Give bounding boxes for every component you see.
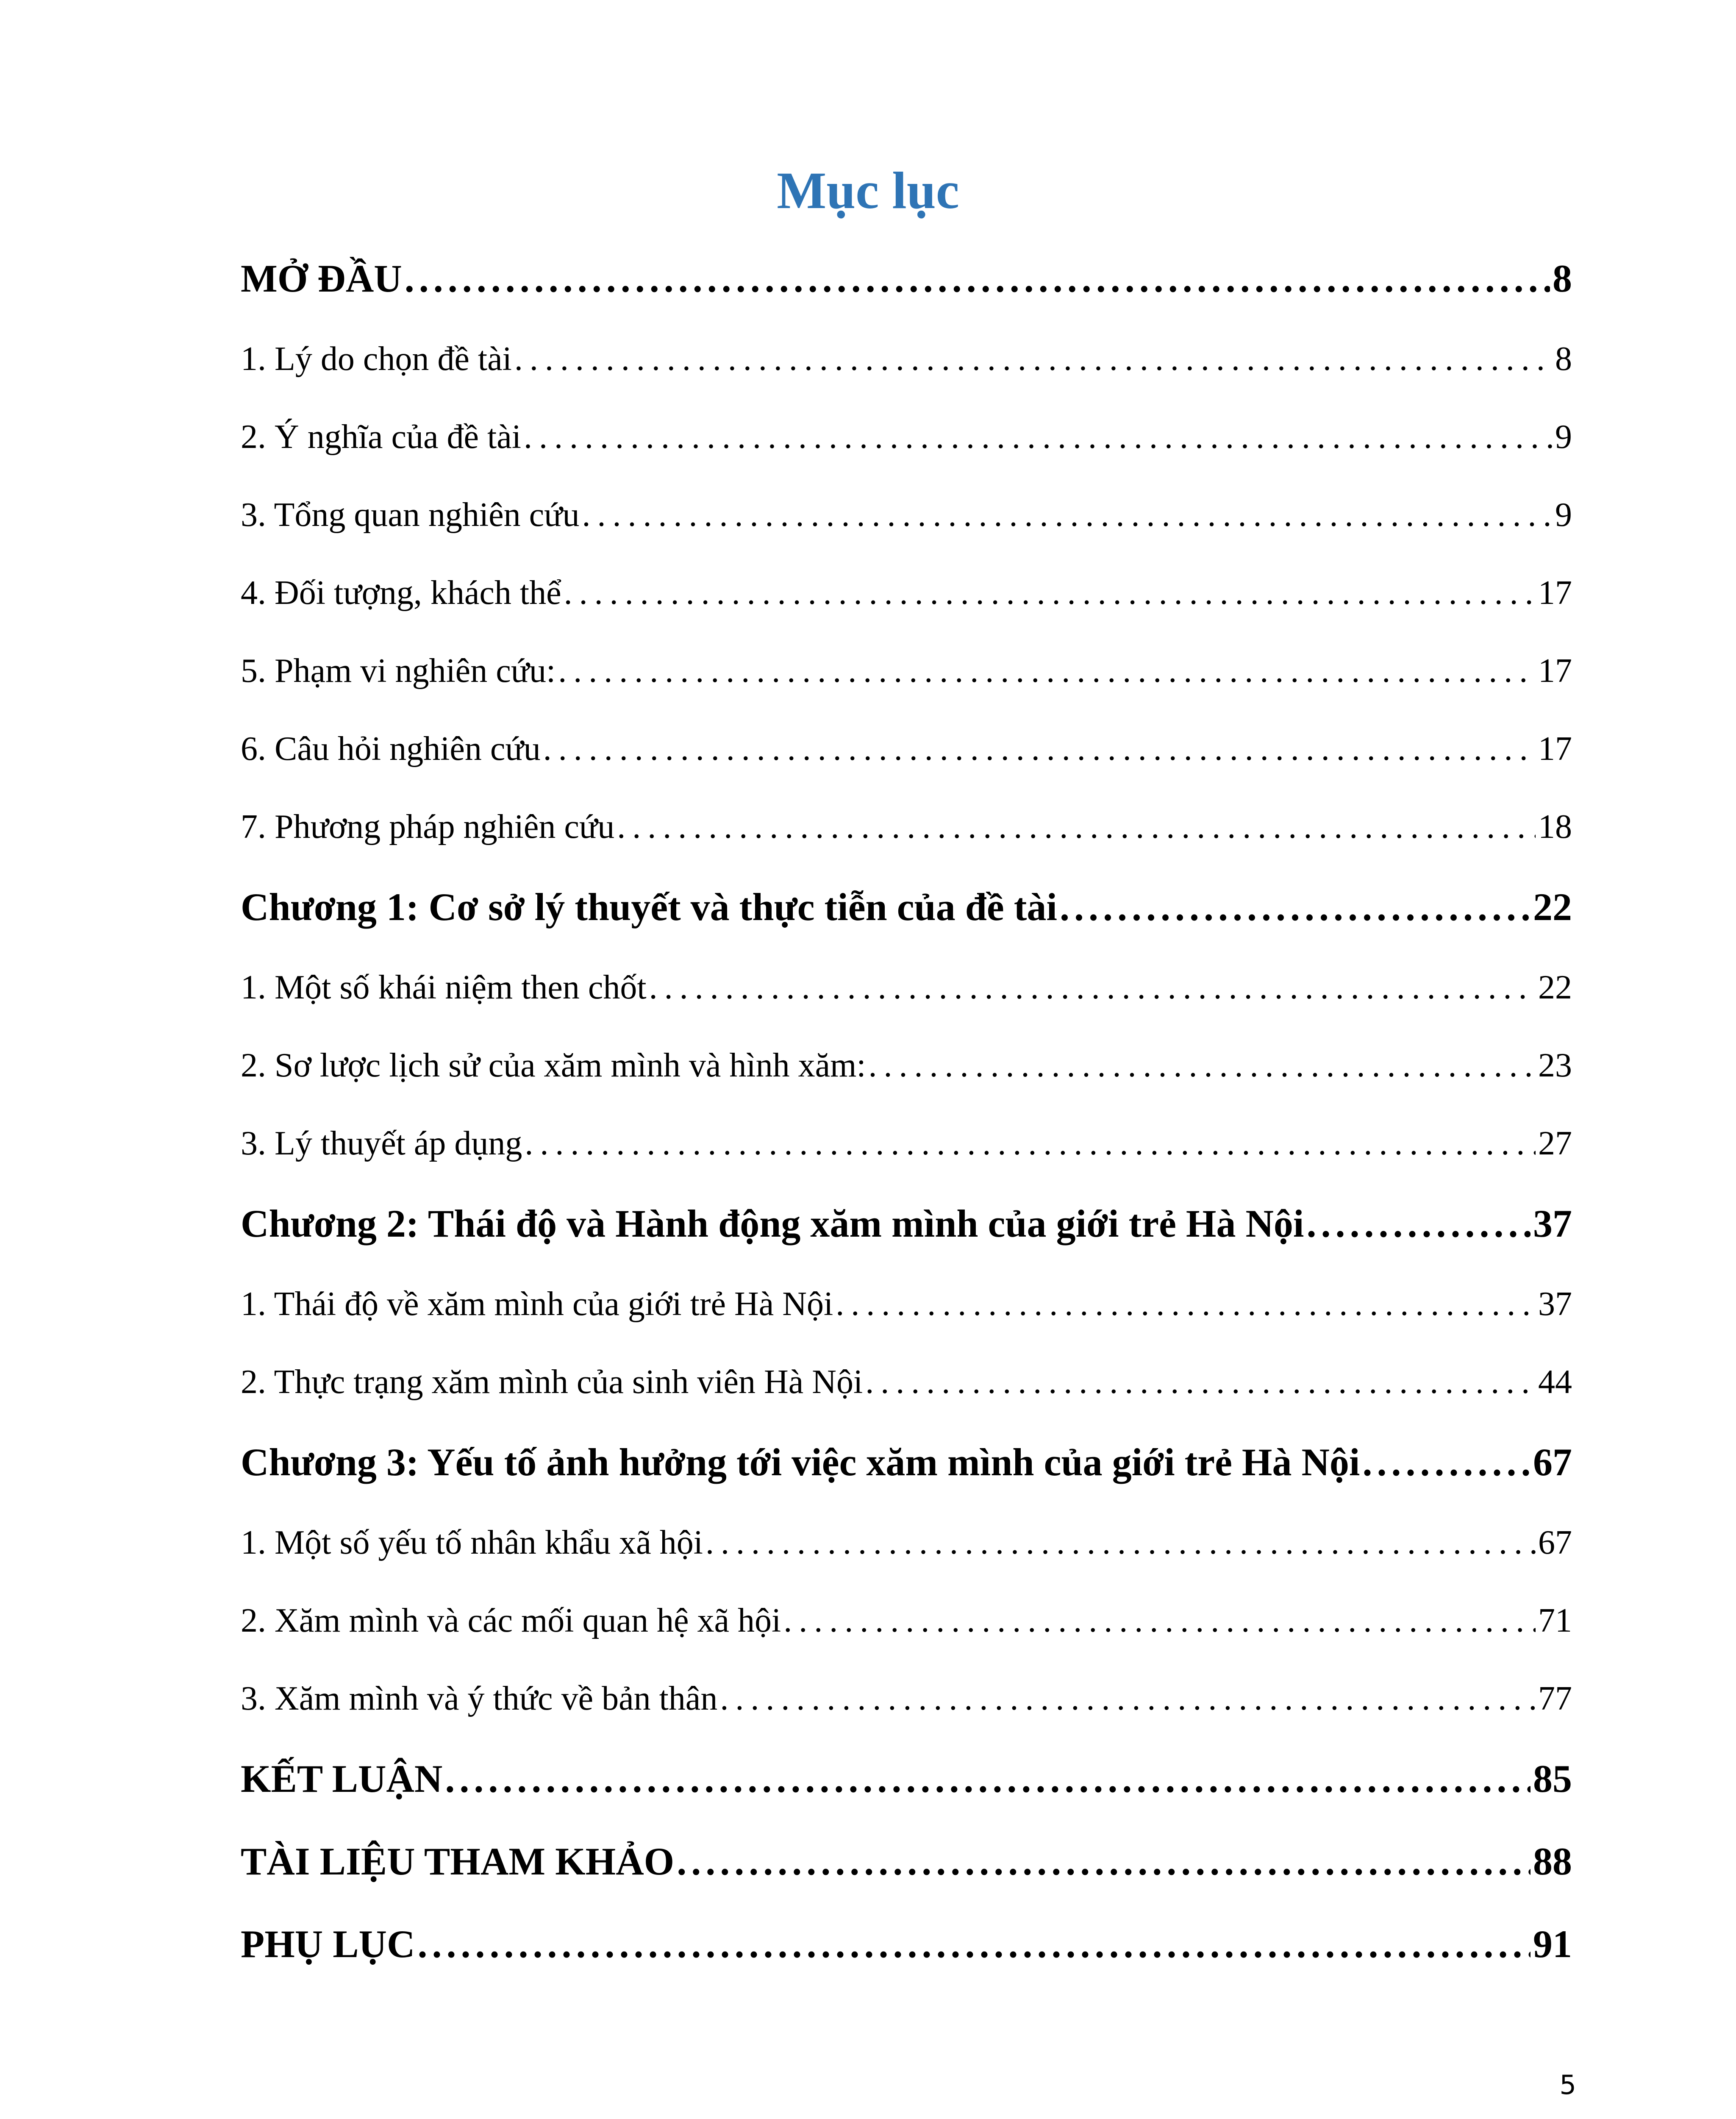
- toc-dot-leader: [582, 476, 1553, 554]
- toc-entry[interactable]: [241, 710, 1572, 788]
- toc-dot-leader: [417, 1903, 1530, 1986]
- toc-entry[interactable]: [241, 632, 1572, 710]
- toc-dot-leader: [514, 320, 1553, 398]
- toc-dot-leader: [836, 1265, 1536, 1343]
- toc-entry[interactable]: [241, 1738, 1572, 1820]
- toc-entry-page: 37: [1533, 1202, 1572, 1245]
- toc-entry-label: Chương 2: Thái độ và Hành động xăm mình của giới trẻ Hà Nội: [241, 1202, 1304, 1245]
- toc-dot-leader: [558, 632, 1536, 710]
- toc-dot-leader: [1060, 866, 1530, 948]
- toc-entry-label: 1. Thái độ về xăm mình của giới trẻ Hà Nội: [241, 1285, 833, 1323]
- toc-entry-label: 1. Lý do chọn đề tài: [241, 340, 512, 378]
- toc-entry[interactable]: [241, 554, 1572, 632]
- toc-entry-label: 4. Đối tượng, khách thể: [241, 574, 561, 612]
- toc-entry-label: 5. Phạm vi nghiên cứu:: [241, 652, 556, 690]
- toc-dot-leader: [445, 1738, 1530, 1820]
- toc-entry-label: Chương 1: Cơ sở lý thuyết và thực tiễn của đề tài: [241, 885, 1057, 929]
- toc-dot-leader: [524, 398, 1553, 476]
- toc-entry-page: 37: [1538, 1285, 1572, 1323]
- toc-dot-leader: [720, 1660, 1536, 1738]
- toc-entry-label: 2. Xăm mình và các mối quan hệ xã hội: [241, 1602, 781, 1639]
- toc-entry[interactable]: [241, 1104, 1572, 1182]
- toc-entry-page: 17: [1538, 574, 1572, 612]
- toc-entry-page: 23: [1538, 1047, 1572, 1084]
- toc-entry-page: 9: [1555, 496, 1572, 534]
- toc-entry-page: 88: [1533, 1840, 1572, 1883]
- toc-dot-leader: [677, 1820, 1530, 1903]
- toc-entry-label: 1. Một số khái niệm then chốt: [241, 969, 647, 1006]
- toc-dot-leader: [405, 237, 1550, 320]
- toc-entry[interactable]: [241, 476, 1572, 554]
- toc-entry[interactable]: [241, 948, 1572, 1026]
- toc-dot-leader: [1306, 1182, 1530, 1265]
- toc-entry[interactable]: [241, 320, 1572, 398]
- toc-entry-label: KẾT LUẬN: [241, 1757, 443, 1800]
- toc-entry[interactable]: [241, 1026, 1572, 1104]
- toc-entry[interactable]: [241, 1660, 1572, 1738]
- toc-entry-label: 2. Ý nghĩa của đề tài: [241, 418, 521, 456]
- toc-entry[interactable]: [241, 866, 1572, 948]
- toc-entry-page: 27: [1538, 1125, 1572, 1162]
- toc-entry[interactable]: [241, 1265, 1572, 1343]
- toc-entry-label: 2. Thực trạng xăm mình của sinh viên Hà Nội: [241, 1363, 863, 1401]
- toc-entry[interactable]: [241, 1504, 1572, 1582]
- toc-entry[interactable]: [241, 1421, 1572, 1504]
- toc-entry-page: 77: [1538, 1680, 1572, 1717]
- toc-dot-leader: [649, 948, 1536, 1026]
- toc-entry-label: Chương 3: Yếu tố ảnh hưởng tới việc xăm mình của giới trẻ Hà Nội: [241, 1440, 1360, 1484]
- toc-entry[interactable]: [241, 788, 1572, 866]
- toc-entry-page: 8: [1553, 257, 1572, 300]
- toc-entry-page: 67: [1538, 1524, 1572, 1561]
- toc-dot-leader: [1363, 1421, 1531, 1504]
- toc-dot-leader: [706, 1504, 1536, 1582]
- toc-entry-page: 17: [1538, 652, 1572, 690]
- toc-entry-label: 2. Sơ lược lịch sử của xăm mình và hình xăm:: [241, 1047, 866, 1084]
- toc-entry[interactable]: [241, 398, 1572, 476]
- toc-entry-label: 3. Tổng quan nghiên cứu: [241, 496, 580, 534]
- toc-entry[interactable]: [241, 1582, 1572, 1660]
- page-title: Mục lục: [777, 161, 959, 220]
- toc-dot-leader: [783, 1582, 1536, 1660]
- toc-entry-page: 9: [1555, 418, 1572, 456]
- toc-entry-label: 6. Câu hỏi nghiên cứu: [241, 730, 541, 768]
- toc-dot-leader: [525, 1104, 1536, 1182]
- toc-entry-page: 71: [1538, 1602, 1572, 1639]
- toc-entry[interactable]: [241, 1820, 1572, 1903]
- toc-dot-leader: [869, 1026, 1536, 1104]
- toc-entry-label: 3. Xăm mình và ý thức về bản thân: [241, 1680, 718, 1717]
- toc-entry-page: 91: [1533, 1922, 1572, 1966]
- toc-entry-label: MỞ ĐẦU: [241, 257, 402, 300]
- toc-entry-label: PHỤ LỤC: [241, 1922, 415, 1966]
- toc-entry-label: 3. Lý thuyết áp dụng: [241, 1125, 522, 1162]
- toc-entry-page: 85: [1533, 1757, 1572, 1800]
- toc-entry-page: 8: [1555, 340, 1572, 378]
- table-of-contents: [241, 237, 1572, 1986]
- toc-entry[interactable]: [241, 1182, 1572, 1265]
- toc-dot-leader: [543, 710, 1536, 788]
- toc-entry-page: 22: [1533, 885, 1572, 929]
- toc-entry-page: 44: [1538, 1363, 1572, 1401]
- toc-entry-page: 18: [1538, 808, 1572, 845]
- toc-entry-label: 1. Một số yếu tố nhân khẩu xã hội: [241, 1524, 703, 1561]
- toc-entry-label: TÀI LIỆU THAM KHẢO: [241, 1840, 675, 1883]
- toc-dot-leader: [564, 554, 1536, 632]
- page-number: 5: [1559, 2069, 1576, 2100]
- toc-entry[interactable]: [241, 237, 1572, 320]
- toc-entry-label: 7. Phương pháp nghiên cứu: [241, 808, 615, 845]
- toc-entry-page: 17: [1538, 730, 1572, 768]
- toc-dot-leader: [617, 788, 1536, 866]
- toc-entry[interactable]: [241, 1903, 1572, 1986]
- toc-dot-leader: [865, 1343, 1536, 1421]
- toc-entry-page: 67: [1533, 1440, 1572, 1484]
- toc-entry-page: 22: [1538, 969, 1572, 1006]
- toc-entry[interactable]: [241, 1343, 1572, 1421]
